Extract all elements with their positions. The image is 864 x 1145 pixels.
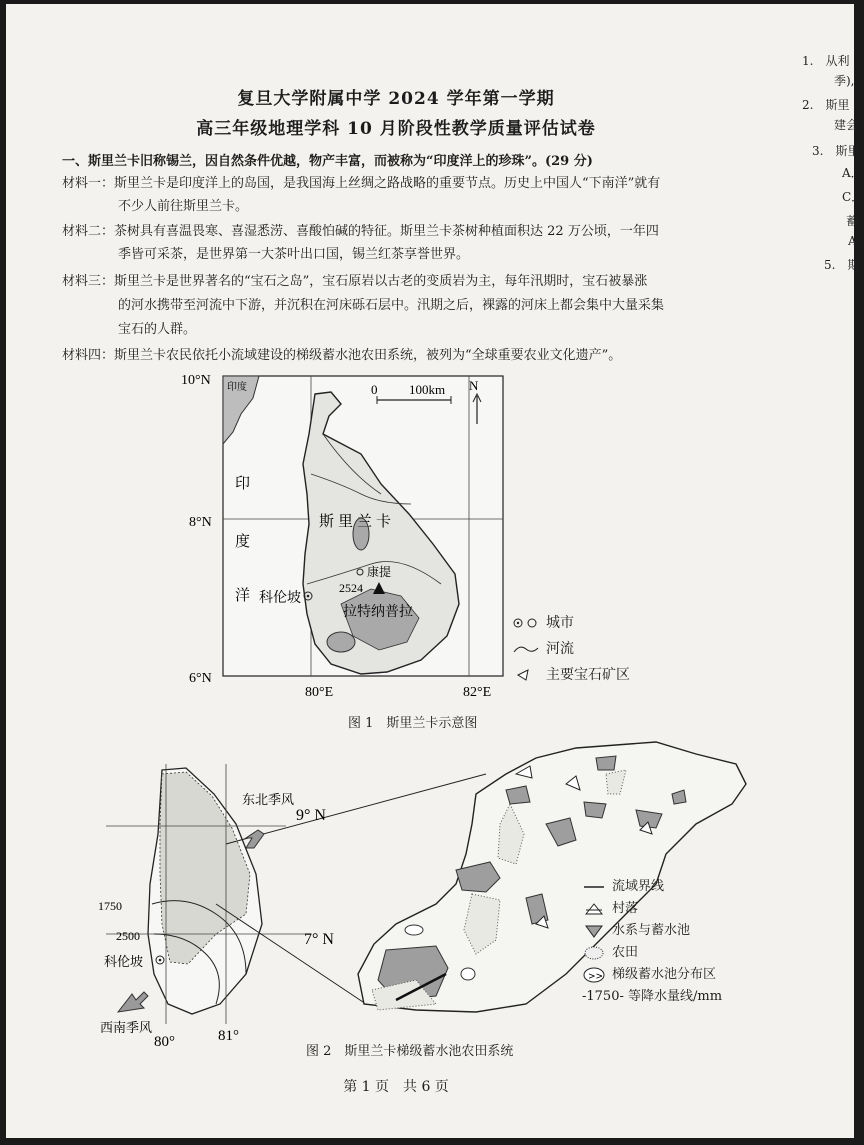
legend-item-gem	[512, 662, 630, 688]
exam-page	[6, 4, 864, 1138]
material-text: 季皆可采茶，是世界第一大茶叶出口国，锡兰红茶享誉世界。	[118, 247, 470, 262]
svg-text:>>: >>	[588, 972, 604, 982]
farmland-symbol-icon	[582, 946, 606, 960]
zoom-connector	[226, 774, 486, 844]
legend-label: -1750- 等降水量线/mm	[582, 989, 723, 1004]
reservoir-shape	[596, 756, 616, 770]
ocean-char: 度	[235, 532, 251, 550]
legend-label: 水系与蓄水池	[612, 923, 691, 938]
lat-7n: 7° N	[304, 931, 334, 948]
material-4	[62, 346, 621, 366]
peak-height: 2524	[339, 581, 363, 595]
fragment-line: 5. 斯	[824, 258, 860, 272]
lat-9n: 9° N	[296, 807, 326, 824]
page-number: 第 1 页 共 6 页	[343, 1079, 449, 1095]
isohyet-1750-label: 1750	[98, 899, 122, 913]
country-label: 斯里兰卡	[319, 512, 396, 530]
material-text: 宝石的人群。	[118, 322, 197, 337]
material-text: 的河水携带至河流中下游，并沉积在河床砾石层中。汛期之后，裸露的河床上都会集中大量采集	[118, 298, 665, 313]
colombo-label: 科伦坡	[259, 590, 301, 606]
lat-6n: 6°N	[189, 671, 212, 686]
fragment-line: 建会	[834, 118, 859, 132]
legend-item-tank-area	[582, 964, 722, 986]
lon-80e: 80°E	[305, 685, 334, 700]
fragment-line: 2. 斯里	[802, 98, 850, 112]
material-label: 材料三：	[62, 274, 115, 289]
figure1-caption: 图 1 斯里兰卡示意图	[348, 716, 478, 731]
colombo-label: 科伦坡	[104, 955, 144, 970]
material-text: 斯里兰卡是印度洋上的岛国，是我国海上丝绸之路战略的重要节点。历史上中国人“下南洋”就有	[114, 176, 661, 191]
north-label: N	[469, 378, 479, 393]
city-symbol-icon	[512, 616, 540, 630]
legend-item-farmland	[582, 942, 722, 964]
legend-item-city	[512, 610, 630, 636]
pond-shape	[461, 968, 475, 980]
question-heading: 一、斯里兰卡旧称锡兰，因自然条件优越，物产丰富，而被称为“印度洋上的珍珠”。(29 分)	[62, 154, 593, 169]
lon-80: 80°	[154, 1034, 175, 1050]
fragment-line: 1. 从利	[802, 54, 850, 68]
figure2-caption: 图 2 斯里兰卡梯级蓄水池农田系统	[306, 1044, 514, 1059]
sw-monsoon-arrow-icon	[118, 992, 148, 1012]
pond-shape	[405, 925, 423, 935]
fragment-line: A．	[842, 166, 863, 180]
scale-label: 100km	[409, 382, 446, 397]
material-1	[62, 174, 660, 194]
figure2-legend	[582, 876, 722, 1008]
legend-label: 河流	[546, 641, 574, 657]
water-symbol-icon	[582, 924, 606, 938]
material-text: 不少人前往斯里兰卡。	[118, 199, 249, 214]
isohyet-2500-label: 2500	[116, 929, 140, 943]
sw-monsoon-label: 西南季风	[100, 1021, 153, 1036]
gem-area-shape	[327, 632, 355, 652]
ratnapura-label: 拉特纳普拉	[343, 604, 413, 620]
legend-label: 主要宝石矿区	[546, 667, 630, 683]
colombo-city-dot	[307, 595, 310, 598]
material-label: 材料二：	[62, 224, 115, 239]
fragment-line: 3. 斯里	[812, 144, 860, 158]
reservoir-shape	[584, 802, 606, 818]
fragment-line: 蓄	[846, 214, 859, 228]
legend-label: 村落	[612, 901, 639, 916]
legend-item-village	[582, 898, 722, 920]
kandy-label: 康提	[367, 565, 392, 579]
lat-8n: 8°N	[189, 515, 212, 530]
material-3	[62, 272, 647, 292]
material-label: 材料一：	[62, 176, 115, 191]
ne-monsoon-label: 东北季风	[242, 793, 295, 808]
boundary-line-icon	[582, 882, 606, 892]
fragment-line: A	[848, 234, 857, 248]
ocean-char: 洋	[235, 586, 251, 604]
gem-area-symbol-icon	[512, 668, 540, 682]
sri-lanka-map	[181, 373, 511, 700]
tank-system-figure	[96, 734, 856, 1054]
ne-monsoon-arrow-icon	[246, 830, 264, 848]
legend-item-isohyet	[582, 986, 722, 1008]
legend-item-river	[512, 636, 630, 662]
fragment-line: 季),	[834, 74, 855, 88]
ocean-char: 印	[235, 474, 251, 492]
lon-82e: 82°E	[463, 685, 492, 700]
legend-item-water	[582, 920, 722, 942]
material-text: 斯里兰卡农民依托小流域建设的梯级蓄水池农田系统，被列为“全球重要农业文化遗产”。	[114, 348, 622, 363]
material-text: 斯里兰卡是世界著名的“宝石之岛”，宝石原岩以古老的变质岩为主，每年汛期时，宝石被暴涨	[114, 274, 648, 289]
legend-label: 梯级蓄水池分布区	[612, 967, 717, 982]
legend-label: 流域界线	[612, 879, 665, 894]
lon-81: 81°	[218, 1028, 239, 1044]
material-2	[62, 222, 659, 242]
colombo-city-dot	[159, 959, 162, 962]
material-text: 茶树具有喜温畏寒、喜湿悉涝、喜酸怕碱的特征。斯里兰卡茶树种植面积达 22 万公顷，一年四	[114, 224, 659, 239]
exam-title-subject: 高三年级地理学科 10 月阶段性教学质量评估试卷	[196, 119, 596, 139]
india-label: 印度	[227, 382, 247, 393]
legend-label: 城市	[546, 615, 574, 631]
tank-area-symbol-icon	[582, 967, 606, 983]
legend-label: 农田	[612, 945, 639, 960]
lat-10n: 10°N	[181, 373, 211, 388]
fragment-line: C．	[842, 190, 864, 204]
scale-zero: 0	[371, 382, 378, 397]
river-symbol-icon	[512, 642, 540, 656]
material-label: 材料四：	[62, 348, 115, 363]
legend-item-boundary	[582, 876, 722, 898]
exam-title-school: 复旦大学附属中学 2024 学年第一学期	[237, 89, 555, 109]
village-symbol-icon	[582, 902, 606, 916]
figure1-legend	[512, 610, 630, 688]
